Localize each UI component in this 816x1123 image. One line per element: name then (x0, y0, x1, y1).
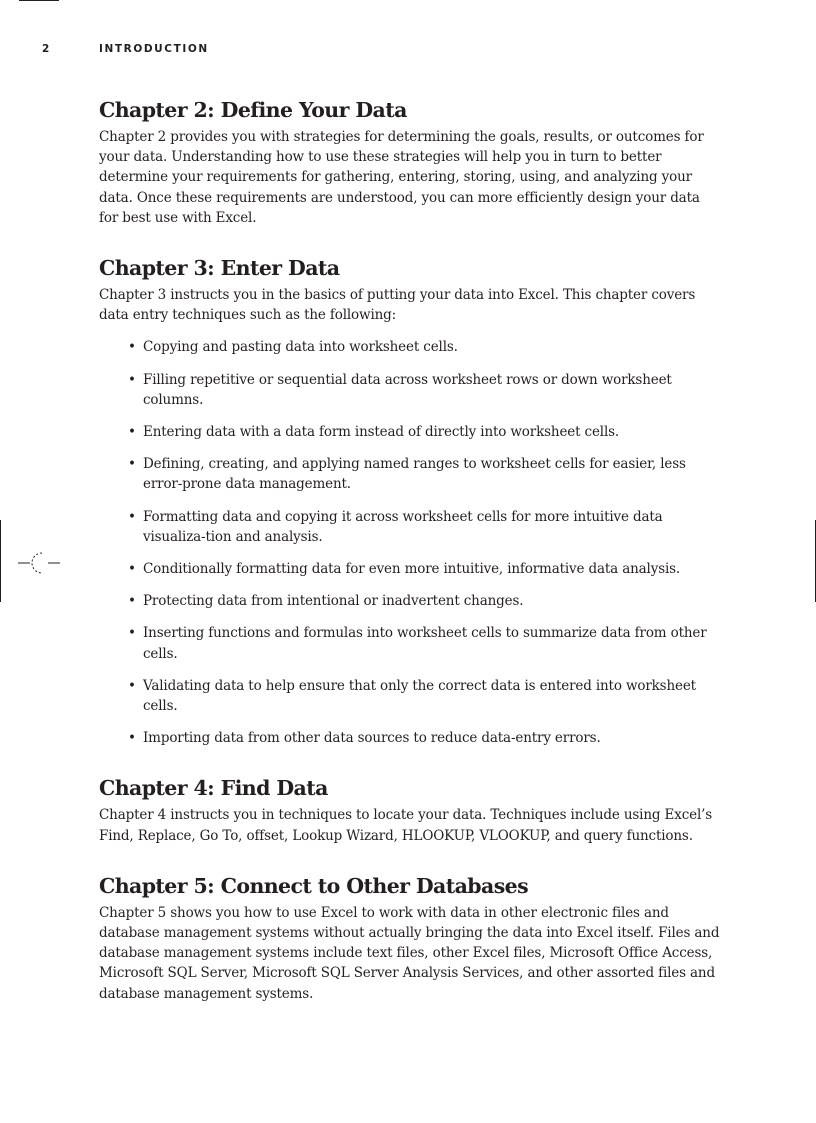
bullet-text: Defining, creating, and applying named ranges to worksheet cells for easier, less error-prone data management. (143, 456, 686, 493)
bullet-dot-icon: • (128, 508, 136, 525)
bullet-dot-icon: • (128, 424, 136, 441)
left-crop-mark (0, 520, 1, 602)
bullet-text: Importing data from other data sources to reduce data-entry errors. (143, 730, 601, 747)
section-chapter-2 (99, 96, 721, 228)
bullet-dot-icon: • (128, 456, 136, 473)
page-content (99, 96, 721, 1030)
chapter-5-heading: Chapter 5: Connect to Other Databases (99, 873, 529, 898)
chapter-2-heading: Chapter 2: Define Your Data (99, 98, 407, 122)
bullet-text: Protecting data from intentional or inadvertent changes. (143, 593, 524, 610)
bullet-text: Entering data with a data form instead of directly into worksheet cells. (143, 424, 620, 441)
section-chapter-3 (99, 254, 721, 748)
chapter-2-paragraph: Chapter 2 provides you with strategies for determining the goals, results, or outcomes for your data. Understanding how to use these strategies will help you in turn to better determine your requirements for gathering, entering, storing, using, and analyzing your data. Once these requirements are understood, you can more efficiently design your data for best use with Excel. (99, 129, 704, 226)
section-chapter-4 (99, 774, 721, 845)
bullet-item (99, 591, 721, 611)
chapter-3-paragraph: Chapter 3 instructs you in the basics of putting your data into Excel. This chapter covers data entry techniques such as the following: (99, 287, 696, 324)
page-number: 2 (42, 43, 50, 55)
chapter-4-paragraph: Chapter 4 instructs you in techniques to locate your data. Techniques include using Excel’s Find, Replace, Go To, offset, Lookup Wizard, HLOOKUP, VLOOKUP, and query functions. (99, 807, 713, 844)
bullet-text: Formatting data and copying it across worksheet cells for more intuitive data visualiza-tion and analysis. (143, 508, 663, 545)
bullet-text: Conditionally formatting data for even more intuitive, informative data analysis. (143, 561, 681, 578)
bullet-item (99, 454, 721, 494)
bullet-dot-icon: • (128, 371, 136, 388)
bullet-dot-icon: • (128, 561, 136, 578)
bullet-item (99, 422, 721, 442)
bullet-dot-icon: • (128, 677, 136, 694)
bullet-text: Validating data to help ensure that only the correct data is entered into worksheet cells. (143, 677, 696, 715)
bullet-item (99, 728, 721, 748)
bullet-text: Copying and pasting data into worksheet cells. (143, 339, 458, 356)
bullet-item (99, 676, 721, 716)
bullet-item (99, 559, 721, 579)
bullet-item (99, 370, 721, 410)
chapter-4-heading: Chapter 4: Find Data (99, 776, 328, 801)
bullet-item (99, 337, 721, 357)
bullet-item (99, 507, 721, 547)
bullet-dot-icon: • (128, 339, 136, 356)
section-chapter-5 (99, 872, 721, 1004)
bullet-dot-icon: • (128, 730, 136, 747)
running-header (0, 43, 816, 59)
bullet-item (99, 623, 721, 663)
running-header-title: INTRODUCTION (99, 43, 209, 55)
top-crop-rule (19, 0, 59, 1)
chapter-5-paragraph: Chapter 5 shows you how to use Excel to work with data in other electronic files and database management systems without actually bringing the data into Excel itself. Files and database management systems include text files, other Excel files, Microsoft Office Access, Microsoft SQL Server, Microsoft SQL Server Analysis Services, and other assorted files and database management systems. (99, 904, 720, 1002)
chapter-3-bullet-list (99, 337, 721, 748)
bullet-text: Inserting functions and formulas into worksheet cells to summarize data from other cells. (143, 625, 707, 662)
bullet-text: Filling repetitive or sequential data across worksheet rows or down worksheet columns. (143, 371, 672, 408)
chapter-3-heading: Chapter 3: Enter Data (99, 256, 340, 281)
bullet-dot-icon: • (128, 625, 136, 642)
bullet-dot-icon: • (128, 593, 136, 610)
registration-mark-icon (18, 550, 60, 576)
